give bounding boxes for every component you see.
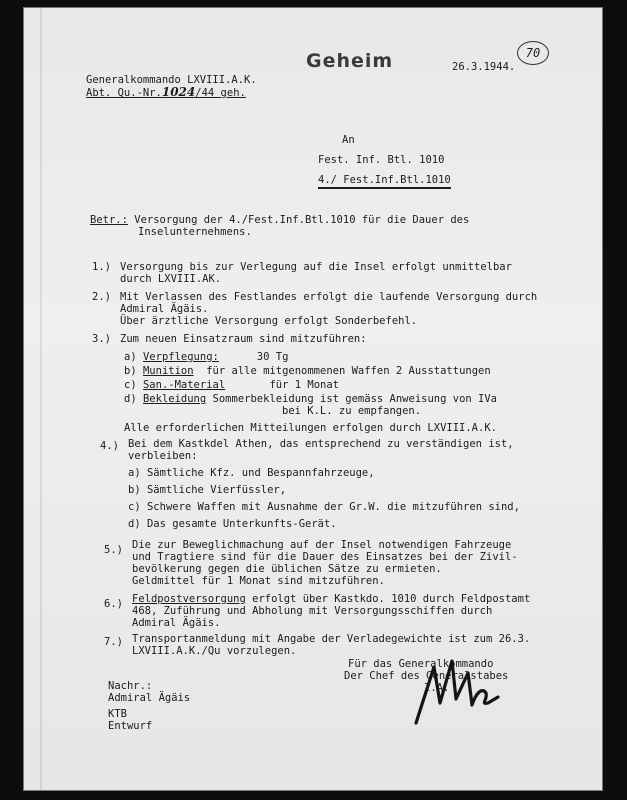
subject-label: Betr.: — [90, 214, 128, 226]
item-2-line-2: Admiral Ägäis. — [120, 303, 209, 315]
item-3d-text-1: Sommerbekleidung ist gemäss Anweisung von IVa — [212, 393, 498, 405]
item-3b-key: b) — [124, 365, 137, 377]
sender-ref-suffix: /44 geh. — [195, 87, 246, 99]
item-4b — [128, 484, 286, 496]
item-3-note: Alle erforderlichen Mitteilungen erfolgen durch LXVIII.A.K. — [124, 422, 497, 434]
recipient-line-2: 4./ Fest.Inf.Btl.1010 — [318, 174, 451, 189]
item-3d-line-2: bei K.L. zu empfangen. — [282, 405, 422, 417]
item-4-line-1: Bei dem Kastkdel Athen, das entsprechend zu verständigen ist, — [128, 438, 514, 450]
handwritten-signature — [412, 653, 502, 728]
item-5-number: 5.) — [104, 544, 123, 556]
sender-line-2 — [86, 86, 246, 99]
recipient-line-1: Fest. Inf. Btl. 1010 — [318, 154, 445, 166]
item-6-number: 6.) — [104, 598, 123, 610]
item-3c-key: c) — [124, 379, 137, 391]
item-3c-text: für 1 Monat — [269, 379, 339, 391]
item-4d-text: Das gesamte Unterkunfts-Gerät. — [146, 518, 337, 530]
item-4a-key: a) — [128, 467, 141, 479]
item-6-line-3: Admiral Ägäis. — [132, 617, 221, 629]
item-2-line-3: Über ärztliche Versorgung erfolgt Sonderbefehl. — [120, 315, 418, 327]
copies-line-1: Admiral Ägäis — [108, 692, 191, 704]
item-2-number: 2.) — [92, 291, 111, 303]
subject-line-2: Inselunternehmens. — [138, 226, 252, 238]
signature-line-3: I.A. — [424, 682, 450, 694]
item-4c — [128, 501, 520, 513]
item-7-line-2: LXVIII.A.K./Qu vorzulegen. — [132, 645, 297, 657]
item-5-line-2: und Tragtiere sind für die Dauer des Einsatzes bei der Zivil- — [132, 551, 518, 563]
item-4-number: 4.) — [100, 440, 119, 452]
item-3-number: 3.) — [92, 333, 111, 345]
item-6-line-2: 468, Zuführung und Abholung mit Versorgungsschiffen durch — [132, 605, 493, 617]
item-3c — [124, 379, 339, 391]
item-4d — [128, 518, 337, 530]
item-1-line-1: Versorgung bis zur Verlegung auf die Insel erfolgt unmittelbar — [120, 261, 512, 273]
item-3d-label: Bekleidung — [142, 393, 207, 405]
item-5-line-3: bevölkerung gegen die üblichen Sätze zu ermieten. — [132, 563, 442, 575]
signature-line-2: Der Chef des Generalstabes — [344, 670, 509, 682]
copies-label: Nachr.: — [108, 680, 153, 692]
item-3-line-1: Zum neuen Einsatzraum sind mitzuführen: — [120, 333, 367, 345]
item-4a-text: Sämtliche Kfz. und Bespannfahrzeuge, — [146, 467, 375, 479]
sender-ref-prefix: Abt. Qu.-Nr. — [86, 87, 162, 99]
sender-line-1: Generalkommando LXVIII.A.K. — [86, 74, 257, 86]
item-3c-label: San.-Material — [142, 379, 226, 391]
item-6-label: Feldpostversorgung — [132, 593, 246, 605]
signature-line-1: Für das Generalkommando — [348, 658, 494, 670]
item-7-number: 7.) — [104, 636, 123, 648]
item-3b-label: Munition — [142, 365, 194, 377]
item-4d-key: d) — [128, 518, 141, 530]
item-3a-text: 30 Tg — [256, 351, 289, 363]
item-3a-label: Verpflegung: — [142, 351, 219, 363]
page-number: 70 — [517, 41, 549, 65]
item-3d-key: d) — [124, 393, 137, 405]
recipient-an: An — [342, 134, 355, 146]
item-3a — [124, 351, 288, 363]
document-date: 26.3.1944. — [452, 61, 516, 73]
item-3a-key: a) — [124, 351, 137, 363]
item-1-number: 1.) — [92, 261, 111, 273]
item-3b — [124, 365, 491, 377]
item-7-line-1: Transportanmeldung mit Angabe der Verladegewichte ist zum 26.3. — [132, 633, 531, 645]
item-5-line-4: Geldmittel für 1 Monat sind mitzuführen. — [132, 575, 385, 587]
copies-line-3: Entwurf — [108, 720, 153, 732]
item-4-line-2: verbleiben: — [128, 450, 198, 462]
item-6-line-1 — [132, 593, 530, 605]
item-4b-key: b) — [128, 484, 141, 496]
item-5-line-1: Die zur Beweglichmachung auf der Insel notwendigen Fahrzeuge — [132, 539, 512, 551]
item-4c-key: c) — [128, 501, 141, 513]
item-6-text: erfolgt über Kastkdo. 1010 durch Feldpostamt — [252, 593, 531, 605]
copies-line-2: KTB — [108, 708, 127, 720]
item-3b-text: für alle mitgenommenen Waffen 2 Ausstattungen — [206, 365, 491, 377]
item-4b-text: Sämtliche Vierfüssler, — [146, 484, 287, 496]
document-page — [24, 8, 602, 790]
classification-stamp: Geheim — [306, 50, 394, 72]
item-1-line-2: durch LXVIII.AK. — [120, 273, 222, 285]
item-4a — [128, 467, 375, 479]
handwritten-number: 1024 — [161, 85, 196, 99]
item-4c-text: Schwere Waffen mit Ausnahme der Gr.W. die mitzuführen sind, — [146, 501, 520, 513]
item-2-line-1: Mit Verlassen des Festlandes erfolgt die laufende Versorgung durch — [120, 291, 538, 303]
subject-text: Versorgung der 4./Fest.Inf.Btl.1010 für die Dauer des — [134, 214, 470, 226]
item-3d — [124, 393, 497, 405]
subject-line-1 — [90, 214, 469, 226]
